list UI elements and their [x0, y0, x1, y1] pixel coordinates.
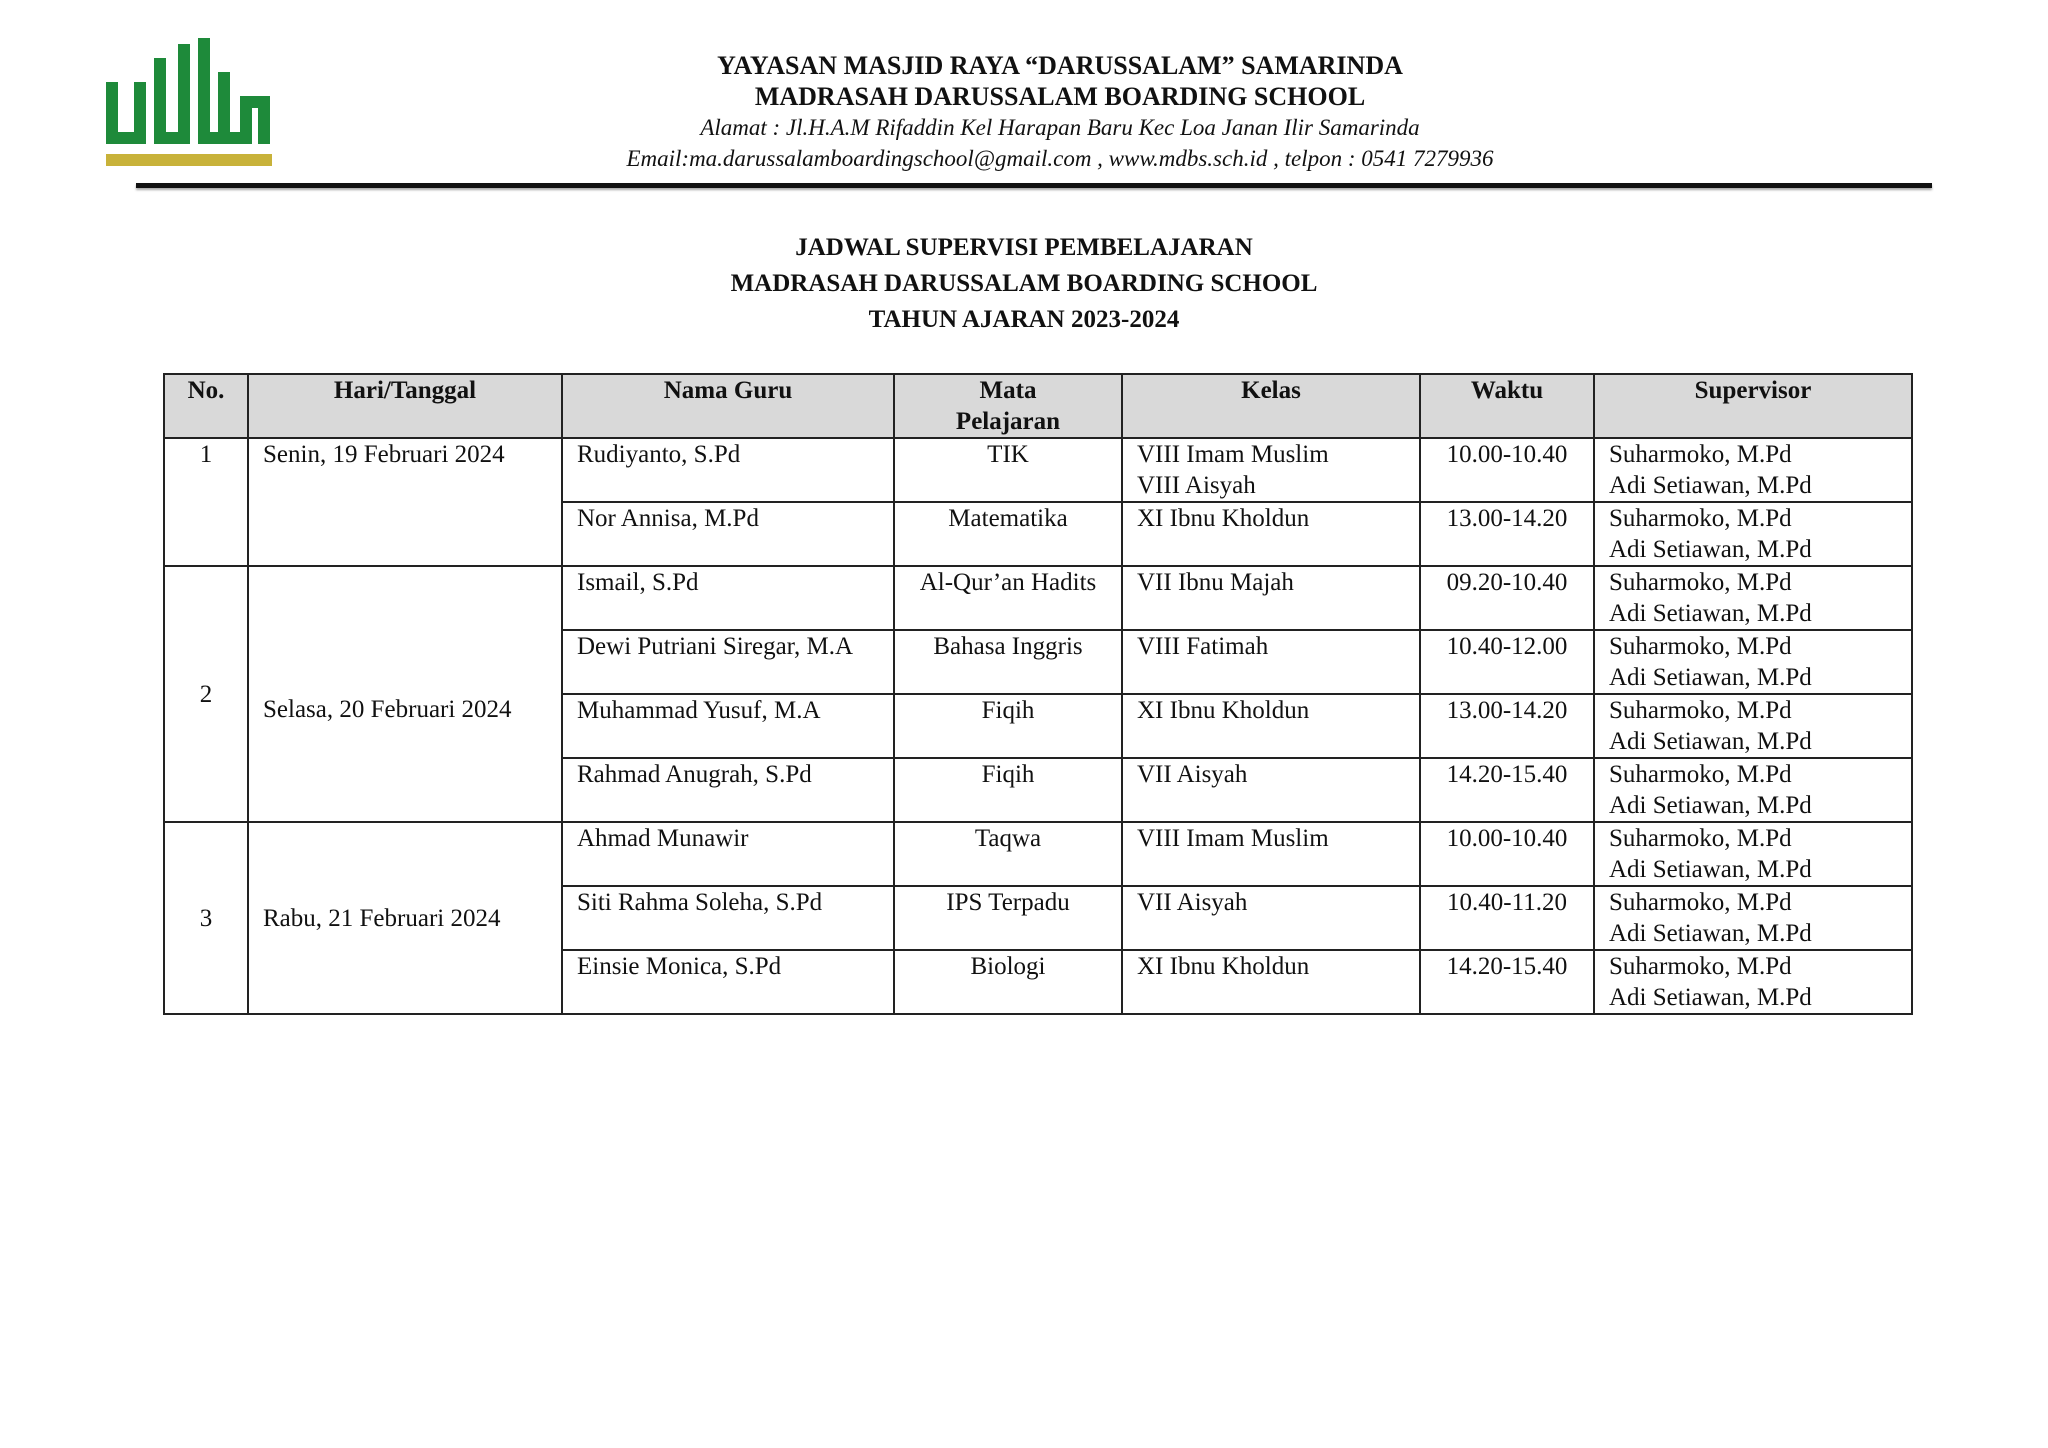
- time: 10.40-12.00: [1420, 630, 1594, 694]
- subject: Taqwa: [894, 822, 1122, 886]
- title-line-1: JADWAL SUPERVISI PEMBELAJARAN: [795, 234, 1253, 261]
- class: VIII Imam Muslim VIII Aisyah: [1122, 438, 1420, 502]
- title-line-2: MADRASAH DARUSSALAM BOARDING SCHOOL: [730, 270, 1318, 297]
- title-line-3: TAHUN AJARAN 2023-2024: [868, 306, 1180, 333]
- row-number: 1: [164, 438, 248, 566]
- supervisor: Suharmoko, M.Pd Adi Setiawan, M.Pd: [1594, 566, 1912, 630]
- time: 13.00-14.20: [1420, 694, 1594, 758]
- table-row: [164, 822, 1912, 886]
- subject: Bahasa Inggris: [894, 630, 1122, 694]
- teacher-name: Rahmad Anugrah, S.Pd: [562, 758, 894, 822]
- header-waktu: Waktu: [1420, 374, 1594, 438]
- time: 14.20-15.40: [1420, 758, 1594, 822]
- class: XI Ibnu Kholdun: [1122, 694, 1420, 758]
- document-title: [400, 230, 1648, 338]
- class: VII Aisyah: [1122, 886, 1420, 950]
- time: 10.40-11.20: [1420, 886, 1594, 950]
- teacher-name: Nor Annisa, M.Pd: [562, 502, 894, 566]
- supervisor: Suharmoko, M.Pd Adi Setiawan, M.Pd: [1594, 886, 1912, 950]
- class: XI Ibnu Kholdun: [1122, 502, 1420, 566]
- supervisor: Suharmoko, M.Pd Adi Setiawan, M.Pd: [1594, 502, 1912, 566]
- table-header-row: [164, 374, 1912, 438]
- table-row: [164, 438, 1912, 502]
- class: VIII Fatimah: [1122, 630, 1420, 694]
- subject: TIK: [894, 438, 1122, 502]
- supervisor: Suharmoko, M.Pd Adi Setiawan, M.Pd: [1594, 950, 1912, 1014]
- subject: Biologi: [894, 950, 1122, 1014]
- foundation-name: YAYASAN MASJID RAYA “DARUSSALAM” SAMARINDA: [717, 51, 1403, 80]
- teacher-name: Siti Rahma Soleha, S.Pd: [562, 886, 894, 950]
- time: 10.00-10.40: [1420, 438, 1594, 502]
- teacher-name: Muhammad Yusuf, M.A: [562, 694, 894, 758]
- subject: IPS Terpadu: [894, 886, 1122, 950]
- letterhead-divider: [136, 183, 1932, 188]
- subject: Matematika: [894, 502, 1122, 566]
- school-name: MADRASAH DARUSSALAM BOARDING SCHOOL: [754, 82, 1366, 111]
- class: VII Ibnu Majah: [1122, 566, 1420, 630]
- time: 09.20-10.40: [1420, 566, 1594, 630]
- header-no: No.: [164, 374, 248, 438]
- row-day-date: Selasa, 20 Februari 2024: [248, 566, 562, 822]
- school-contact: Email:ma.darussalamboardingschool@gmail.com , www.mdbs.sch.id , telpon : 0541 7279936: [626, 146, 1494, 171]
- supervisor: Suharmoko, M.Pd Adi Setiawan, M.Pd: [1594, 822, 1912, 886]
- row-day-date: Senin, 19 Februari 2024: [248, 438, 562, 566]
- supervisor: Suharmoko, M.Pd Adi Setiawan, M.Pd: [1594, 630, 1912, 694]
- class: VII Aisyah: [1122, 758, 1420, 822]
- row-day-date: Rabu, 21 Februari 2024: [248, 822, 562, 1014]
- table-row: [164, 566, 1912, 630]
- teacher-name: Einsie Monica, S.Pd: [562, 950, 894, 1014]
- time: 14.20-15.40: [1420, 950, 1594, 1014]
- row-number: 3: [164, 822, 248, 1014]
- teacher-name: Ahmad Munawir: [562, 822, 894, 886]
- row-number: 2: [164, 566, 248, 822]
- supervisor: Suharmoko, M.Pd Adi Setiawan, M.Pd: [1594, 694, 1912, 758]
- subject: Al-Qur’an Hadits: [894, 566, 1122, 630]
- supervisor: Suharmoko, M.Pd Adi Setiawan, M.Pd: [1594, 438, 1912, 502]
- class: VIII Imam Muslim: [1122, 822, 1420, 886]
- teacher-name: Rudiyanto, S.Pd: [562, 438, 894, 502]
- subject: Fiqih: [894, 694, 1122, 758]
- teacher-name: Ismail, S.Pd: [562, 566, 894, 630]
- header-kelas: Kelas: [1122, 374, 1420, 438]
- darussalam-kufic-logo-icon: [106, 38, 272, 168]
- time: 13.00-14.20: [1420, 502, 1594, 566]
- header-supervisor: Supervisor: [1594, 374, 1912, 438]
- school-address: Alamat : Jl.H.A.M Rifaddin Kel Harapan Baru Kec Loa Janan Ilir Samarinda: [700, 115, 1420, 140]
- supervisor: Suharmoko, M.Pd Adi Setiawan, M.Pd: [1594, 758, 1912, 822]
- subject: Fiqih: [894, 758, 1122, 822]
- letterhead: [450, 50, 1670, 174]
- supervision-schedule-table: [163, 373, 1913, 1015]
- class: XI Ibnu Kholdun: [1122, 950, 1420, 1014]
- teacher-name: Dewi Putriani Siregar, M.A: [562, 630, 894, 694]
- header-hari-tanggal: Hari/Tanggal: [248, 374, 562, 438]
- header-nama-guru: Nama Guru: [562, 374, 894, 438]
- time: 10.00-10.40: [1420, 822, 1594, 886]
- header-mata-pelajaran: Mata Pelajaran: [894, 374, 1122, 438]
